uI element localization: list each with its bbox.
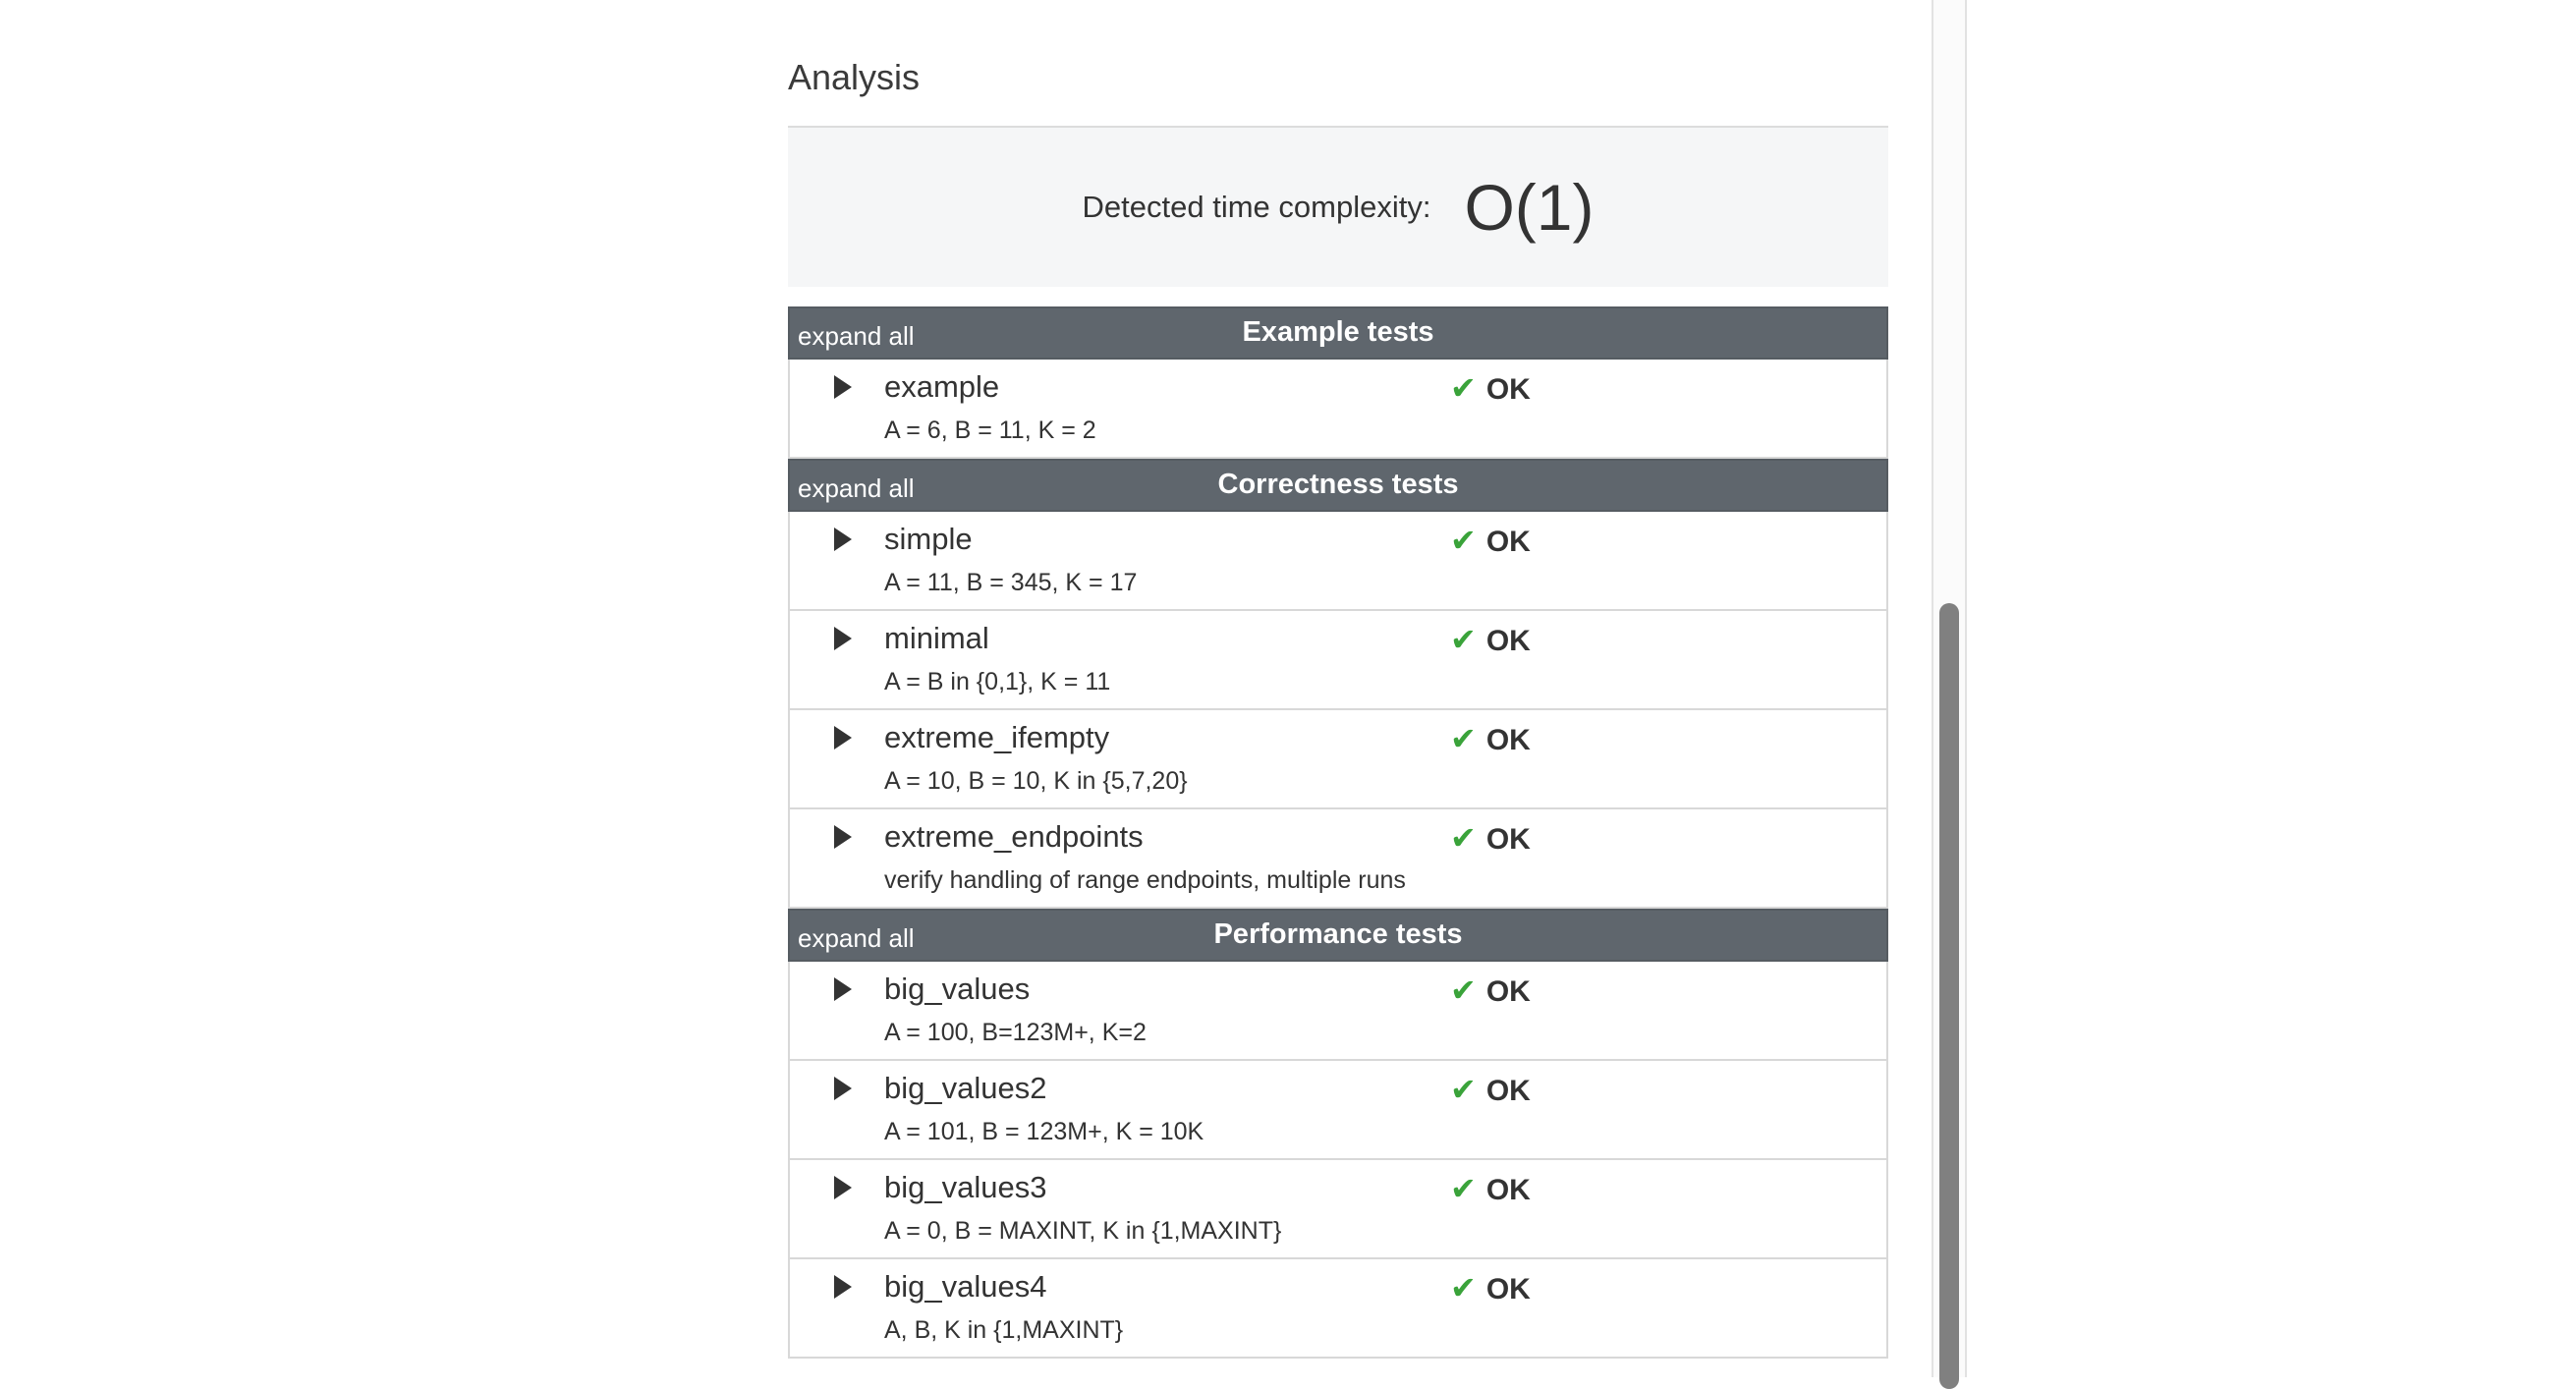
test-status [1450, 1269, 1531, 1306]
status-label: OK [1485, 1273, 1531, 1306]
triangle-right-icon[interactable] [834, 1275, 852, 1299]
test-desc: A = 6, B = 11, K = 2 [884, 417, 1096, 444]
check-icon: ✔ [1450, 1171, 1477, 1206]
test-status [1450, 1170, 1531, 1207]
test-name: big_values4 [884, 1269, 1047, 1304]
status-label: OK [1485, 1174, 1531, 1206]
check-icon: ✔ [1450, 622, 1477, 657]
triangle-right-icon[interactable] [834, 1176, 852, 1199]
test-row[interactable] [788, 1160, 1888, 1259]
check-icon: ✔ [1450, 523, 1477, 558]
status-label: OK [1485, 373, 1531, 406]
status-label: OK [1485, 625, 1531, 657]
test-name: extreme_endpoints [884, 819, 1144, 854]
complexity-summary [788, 126, 1888, 287]
check-icon: ✔ [1450, 972, 1477, 1008]
group-header-performance [788, 909, 1888, 962]
test-desc: A = 101, B = 123M+, K = 10K [884, 1118, 1204, 1145]
status-label: OK [1485, 823, 1531, 856]
test-name: simple [884, 522, 973, 556]
triangle-right-icon[interactable] [834, 375, 852, 399]
expand-all-button[interactable]: expand all [798, 473, 915, 503]
test-row[interactable] [788, 962, 1888, 1061]
group-title: Correctness tests [1217, 469, 1459, 500]
status-label: OK [1485, 724, 1531, 756]
test-desc: A = B in {0,1}, K = 11 [884, 668, 1111, 695]
triangle-right-icon[interactable] [834, 1077, 852, 1100]
test-row[interactable] [788, 809, 1888, 909]
test-row[interactable] [788, 611, 1888, 710]
triangle-right-icon[interactable] [834, 825, 852, 849]
test-name: minimal [884, 621, 989, 655]
test-name: big_values [884, 972, 1031, 1006]
group-title: Example tests [1242, 316, 1434, 348]
test-name: example [884, 369, 1000, 404]
test-row[interactable] [788, 710, 1888, 809]
test-desc: A = 0, B = MAXINT, K in {1,MAXINT} [884, 1217, 1282, 1245]
check-icon: ✔ [1450, 1072, 1477, 1107]
test-row[interactable] [788, 360, 1888, 459]
test-desc: A, B, K in {1,MAXINT} [884, 1316, 1124, 1344]
check-icon: ✔ [1450, 370, 1477, 406]
scrollbar-track[interactable] [1932, 0, 1967, 1377]
expand-all-button[interactable]: expand all [798, 923, 915, 953]
test-status [1450, 1071, 1531, 1108]
test-name: extreme_ifempty [884, 720, 1110, 754]
test-row[interactable] [788, 512, 1888, 611]
status-label: OK [1485, 975, 1531, 1008]
test-name: big_values3 [884, 1170, 1047, 1204]
test-status [1450, 819, 1531, 857]
complexity-label: Detected time complexity: [1082, 190, 1431, 224]
expand-all-button[interactable]: expand all [798, 321, 915, 351]
triangle-right-icon[interactable] [834, 627, 852, 650]
status-label: OK [1485, 526, 1531, 558]
test-status [1450, 621, 1531, 658]
triangle-right-icon[interactable] [834, 726, 852, 750]
test-status [1450, 972, 1531, 1009]
check-icon: ✔ [1450, 1270, 1477, 1306]
triangle-right-icon[interactable] [834, 977, 852, 1001]
triangle-right-icon[interactable] [834, 528, 852, 551]
complexity-value: O(1) [1464, 171, 1595, 244]
group-header-correctness [788, 459, 1888, 512]
scrollbar-thumb[interactable] [1939, 603, 1959, 1389]
analysis-title: Analysis [788, 57, 921, 97]
test-desc: A = 11, B = 345, K = 17 [884, 569, 1138, 596]
status-label: OK [1485, 1075, 1531, 1107]
check-icon: ✔ [1450, 820, 1477, 856]
test-desc: A = 10, B = 10, K in {5,7,20} [884, 767, 1188, 795]
test-status [1450, 369, 1531, 407]
group-header-example [788, 306, 1888, 360]
test-groups [788, 306, 1888, 1359]
test-status [1450, 720, 1531, 757]
check-icon: ✔ [1450, 721, 1477, 756]
test-status [1450, 522, 1531, 559]
test-desc: A = 100, B=123M+, K=2 [884, 1019, 1147, 1046]
test-name: big_values2 [884, 1071, 1047, 1105]
group-title: Performance tests [1213, 918, 1463, 950]
test-desc: verify handling of range endpoints, multiple runs [884, 866, 1406, 894]
test-row[interactable] [788, 1061, 1888, 1160]
test-row[interactable] [788, 1259, 1888, 1359]
